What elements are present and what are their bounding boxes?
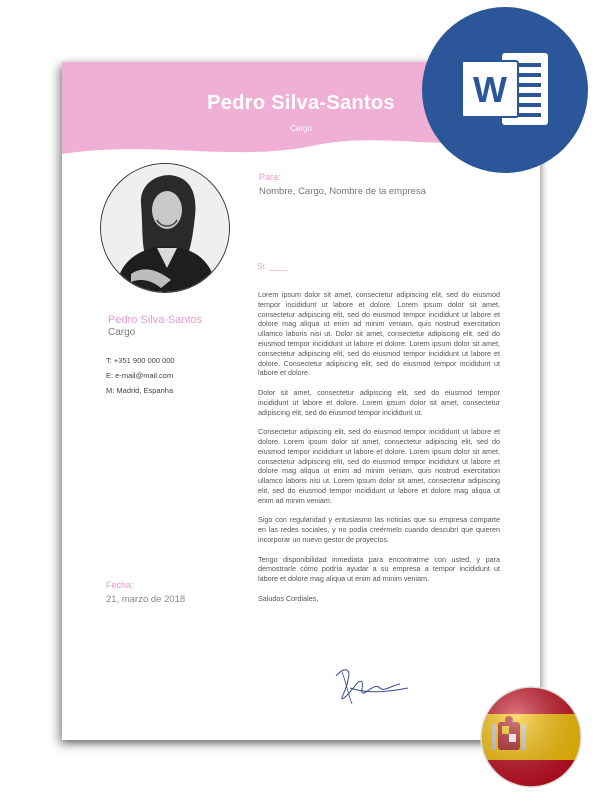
letter-paragraph: Lorem ipsum dolor sit amet, consectetur adipiscing elit, sed do eiusmod tempor incididunt ut labore et dolore. Lorem ipsum dolor sit amet, consectetur adipiscing elit, sed do eiusmod tempor incididunt ut labore et dolore mag aliqua ut enim ad minim veniam, quis nostrud exercitation ullamco laboris nisi ut. Dolor sit amet, consectetur adipiscing elit, sed do eiusmod tempor incididunt ut labore et dolore. Lorem ipsum dolor sit amet, consectetur adipiscing elit, sed do eiusmod tempor incididunt ut labore et dolore. Consectetur adipiscing elit, sed do eiusmod tempor incididunt ut labore et dolore. — [258, 290, 500, 378]
sidebar-role: Cargo — [108, 327, 136, 338]
header-name: Pedro Silva-Santos — [207, 92, 395, 114]
profile-photo — [100, 163, 230, 293]
letter-body — [258, 290, 500, 613]
letter-paragraph: Dolor sit amet, consectetur adipiscing elit, sed do eiusmod tempor incididunt ut labore et dolore. Lorem ipsum dolor sit amet, consectetur adipiscing elit, sed do eiusmod tempor incididunt ut. — [258, 387, 500, 417]
letter-paragraph: Sigo con regularidad y entusiasmo las noticias que su empresa comparte en las redes sociales, y no podía creérmelo cuando descubrí que quieren incorporar un nuevo gestor de proyectos. — [258, 515, 500, 544]
word-app-icon — [420, 5, 590, 175]
person-portrait-icon — [101, 164, 229, 292]
word-letter: W — [473, 69, 507, 110]
recipient-value: Nombre, Cargo, Nombre de la empresa — [259, 186, 426, 197]
contact-address: M: Madrid, Espanha — [106, 386, 174, 395]
salutation: Sr. ____ — [257, 262, 287, 271]
letter-closing: Saludos Cordiales, — [258, 593, 319, 603]
letter-paragraph: Consectetur adipiscing elit, sed do eiusmod tempor incididunt ut labore et dolore. Lorem ipsum dolor sit amet, consectetur adipiscing elit, sed do eiusmod tempor incididunt ut labore et dolore. Lorem ipsum dolor sit amet, consectetur adipiscing elit, sed do eiusmod tempor incididunt ut labore et dolore mag aliqua ut enim ad minim veniam, quis nostrud exercitation ullamco laboris nisi ut. Lorem ipsum dolor sit amet, consectetur adipiscing elit, sed do eiusmod tempor incididunt ut labore et dolore mag aliqua ut enim ad minim veniam. — [258, 427, 500, 505]
sidebar-name: Pedro Silva-Santos — [108, 314, 203, 326]
contact-phone: T: +351 900 000 000 — [106, 356, 175, 365]
date-label: Fecha: — [106, 580, 134, 590]
letter-paragraph: Tengo disponibilidad inmediata para encontrarme con usted, y para demostrarle cómo podría ayudar a su empresa a tempor incididunt ut labore et dolore mag aliqua ut enim ad minim veniam. — [258, 554, 500, 584]
header-role: Cargo — [290, 124, 312, 133]
signature-icon — [328, 658, 414, 708]
contact-email: E: e-mail@mail.com — [106, 371, 174, 380]
spain-flag-icon — [478, 684, 584, 790]
date-value: 21, marzo de 2018 — [106, 594, 186, 605]
recipient-label: Para: — [259, 172, 281, 182]
